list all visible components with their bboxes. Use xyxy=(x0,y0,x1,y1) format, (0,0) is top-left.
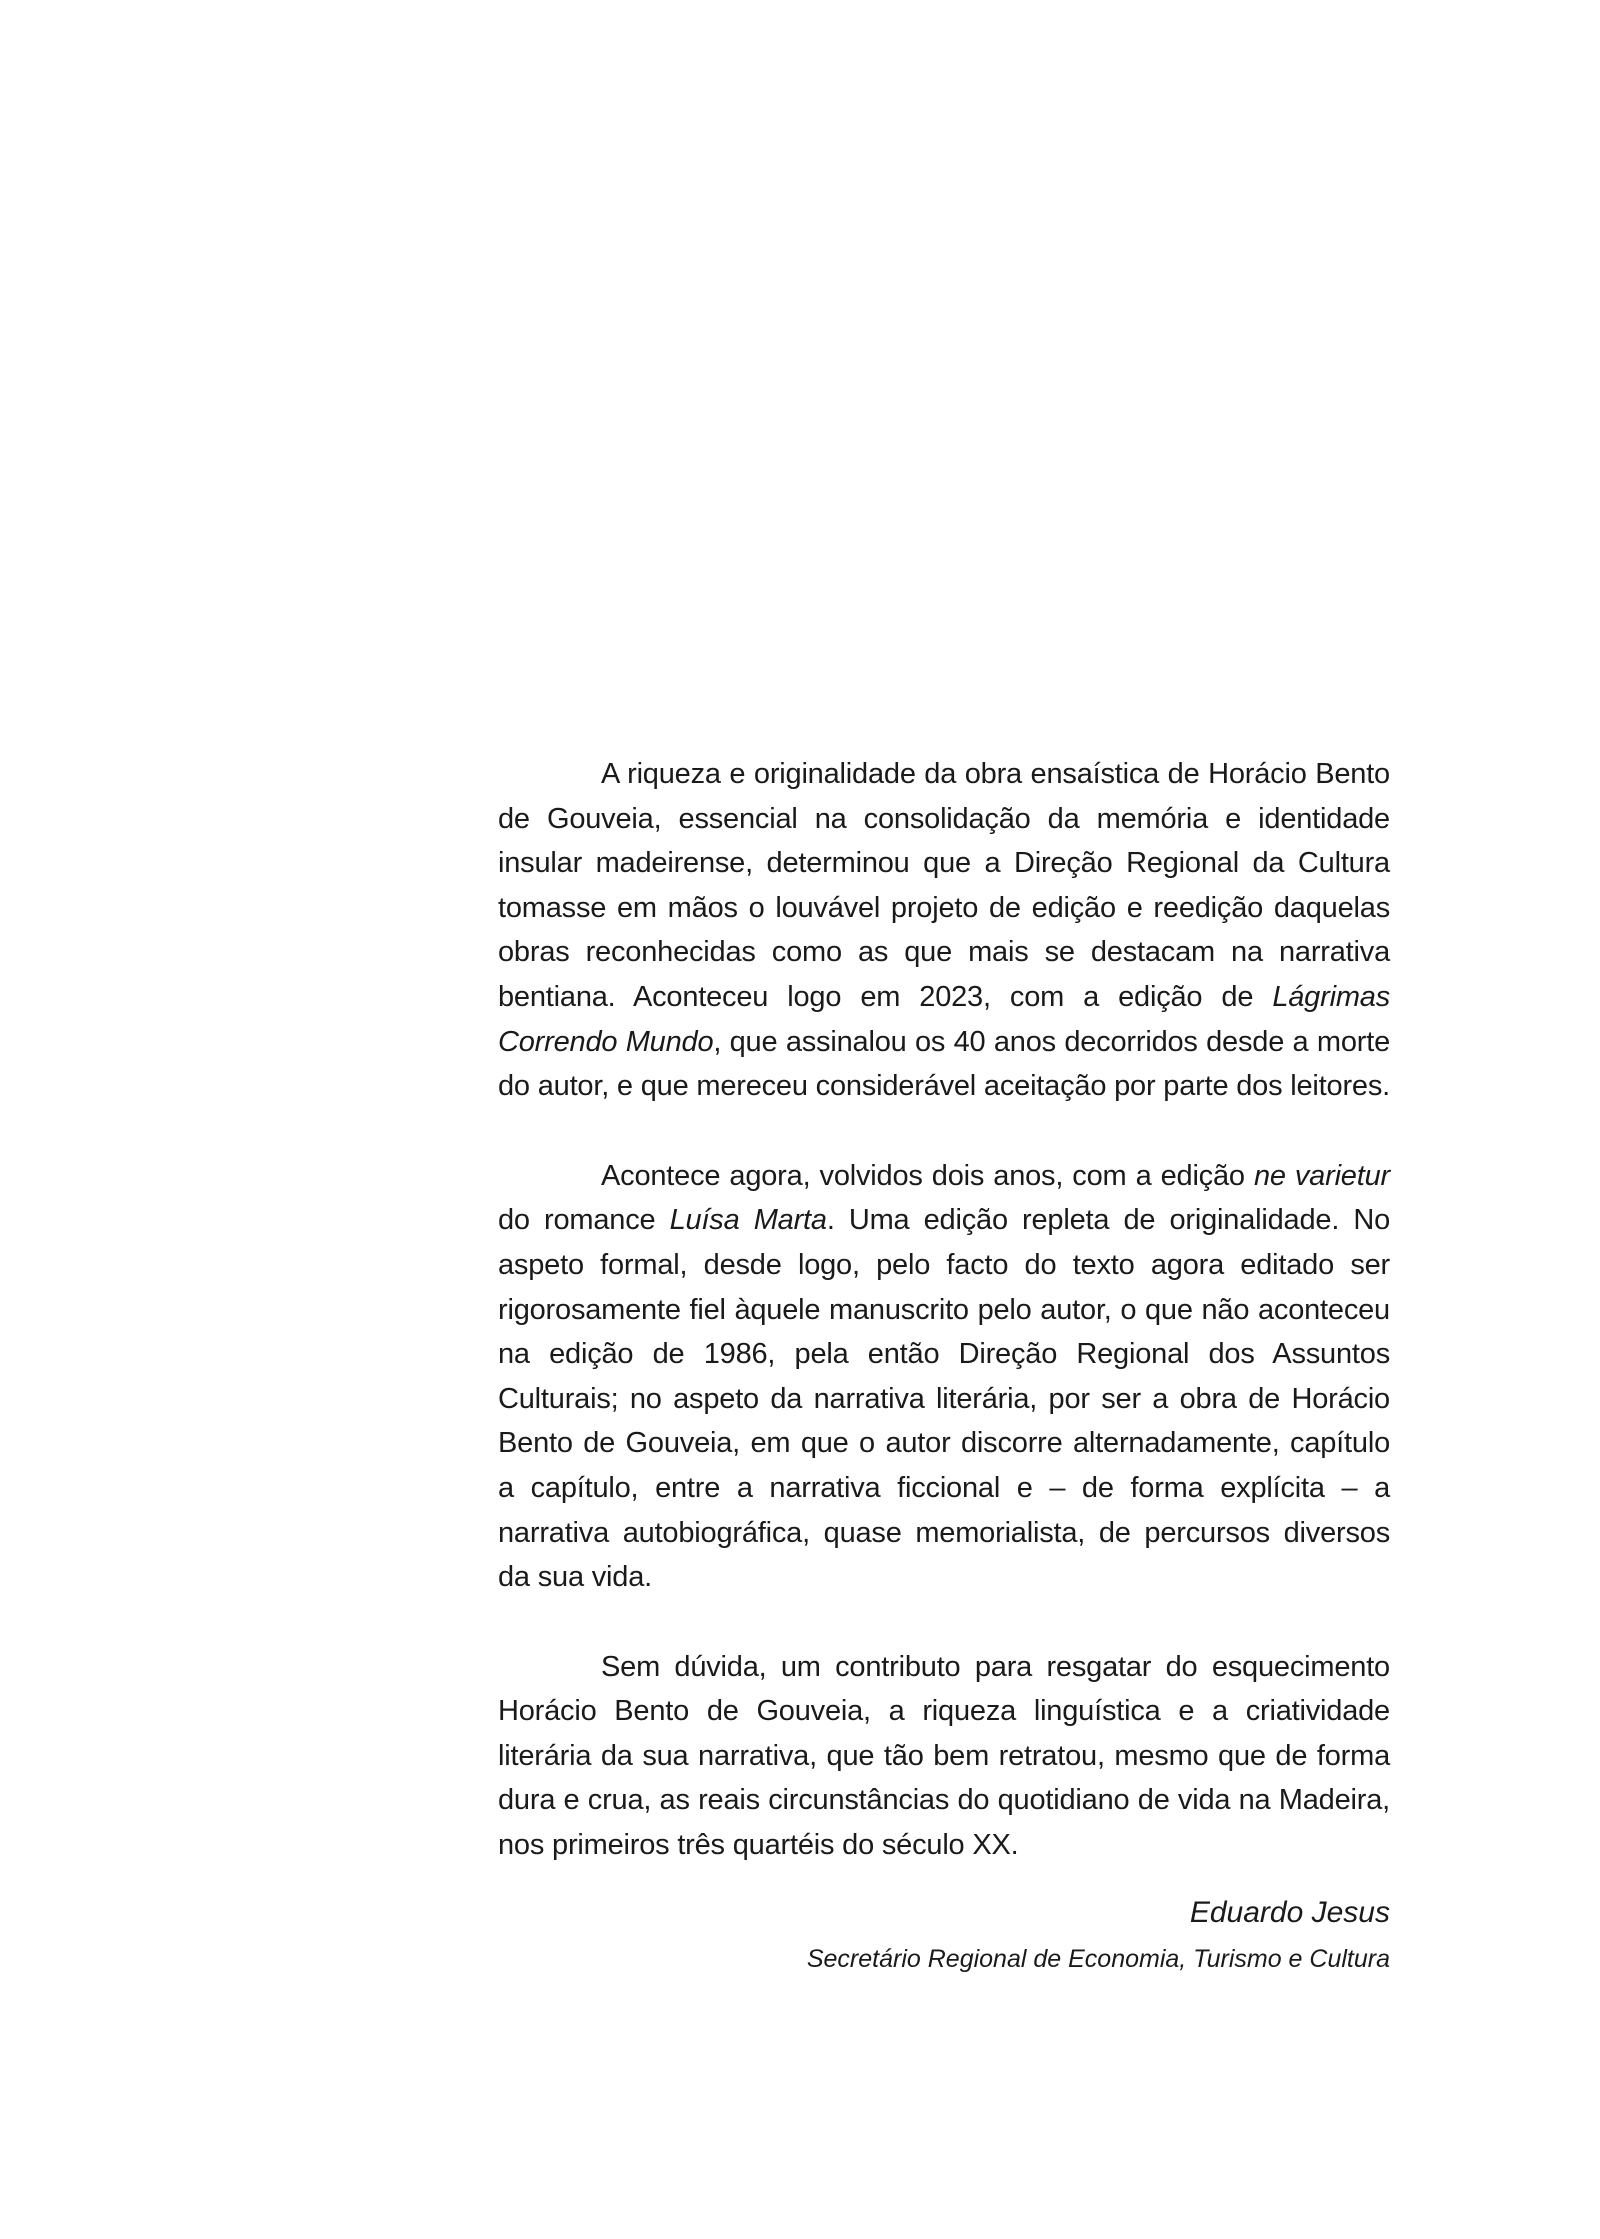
signature-role: Secretário Regional de Economia, Turismo e Cultura xyxy=(806,1945,1390,1973)
body-text xyxy=(498,752,1390,1913)
book-title-lagrimas: Lágrimas Correndo Mundo xyxy=(498,980,1390,1058)
paragraph-3-segment-1: Sem dúvida, um contributo para resgatar do esquecimento Horácio Bento de Gouveia, a riqueza linguística e a criatividade literária da sua narrativa, que tão bem retratou, mesmo que de forma dura e crua, as reais circunstâncias do quotidiano de vida na Madeira, nos primeiros três quartéis do século XX. xyxy=(498,1650,1390,1862)
paragraph-2-segment-3: do romance xyxy=(498,1204,670,1237)
paragraph-2-segment-1: Acontece agora, volvidos dois anos, com a edição xyxy=(601,1159,1254,1192)
book-title-luisa-marta: Luísa Marta xyxy=(669,1204,827,1237)
paragraph-1 xyxy=(498,752,1390,1109)
paragraph-1-segment-3: , que assinalou os 40 anos decorridos desde a morte do autor, e que mereceu considerável aceitação por parte dos leitores. xyxy=(498,1025,1390,1103)
paragraph-2 xyxy=(498,1154,1390,1600)
signature-block xyxy=(700,1891,1390,1979)
signature-name: Eduardo Jesus xyxy=(1189,1896,1390,1929)
paragraph-2-segment-5: . Uma edição repleta de originalidade. No aspeto formal, desde logo, pelo facto do texto agora editado ser rigorosamente fiel àquele manuscrito pelo autor, o que não aconteceu na edição de 1986, pela então Direção Regional dos Assuntos Culturais; no aspeto da narrativa literária, por ser a obra de Horácio Bento de Gouveia, em que o autor discorre alternadamente, capítulo a capítulo, entre a narrativa ficcional e – de forma explícita – a narrativa autobiográfica, quase memorialista, de percursos diversos da sua vida. xyxy=(498,1204,1390,1594)
paragraph-1-segment-1: A riqueza e originalidade da obra ensaística de Horácio Bento de Gouveia, essencial na consolidação da memória e identidade insular madeirense, determinou que a Direção Regional da Cultura tomasse em mãos o louvável projeto de edição e reedição daquelas obras reconhecidas como as que mais se destacam na narrativa bentiana. Aconteceu logo em 2023, com a edição de xyxy=(498,758,1390,1013)
paragraph-3 xyxy=(498,1645,1390,1868)
latin-phrase-ne-varietur: ne varietur xyxy=(1253,1159,1390,1192)
